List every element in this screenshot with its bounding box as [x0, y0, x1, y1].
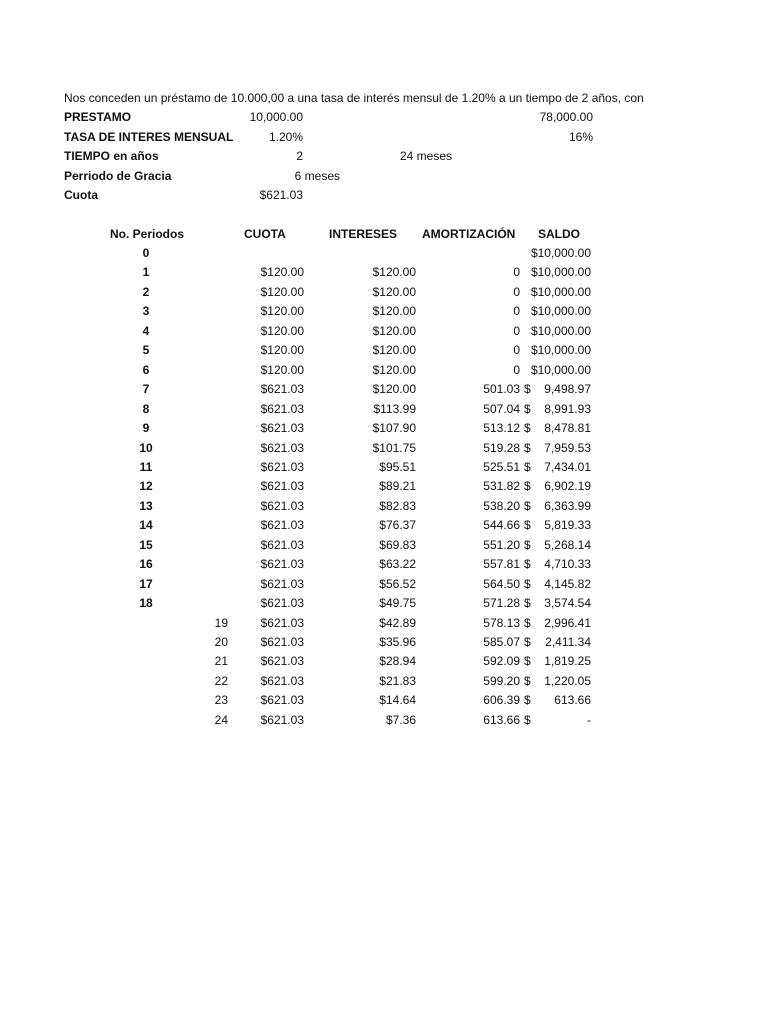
currency-sign-cell: $ [524, 635, 531, 649]
currency-sign-cell: $ [524, 518, 531, 532]
tiempo-value: 2 [296, 149, 303, 163]
cuota-cell: $621.03 [260, 479, 304, 493]
period-cell: 20 [214, 635, 228, 649]
amortizacion-cell: 507.04 [483, 402, 520, 416]
period-cell: 21 [214, 654, 228, 668]
currency-sign-cell: $ [524, 674, 531, 688]
saldo-cell: 8,478.81 [544, 421, 591, 435]
gracia-label: Perriodo de Gracia [64, 169, 172, 183]
saldo-cell: $10,000.00 [530, 285, 591, 299]
interes-cell: $69.83 [379, 538, 416, 552]
currency-sign-cell: $ [524, 441, 531, 455]
interes-cell: $120.00 [372, 363, 416, 377]
period-cell: 15 [139, 538, 153, 552]
tiempo-label: TIEMPO en años [64, 149, 159, 163]
cuota-cell: $621.03 [260, 441, 304, 455]
cuota-cell: $621.03 [260, 577, 304, 591]
col-header-periodos: No. Periodos [110, 227, 185, 241]
amortizacion-cell: 564.50 [483, 577, 520, 591]
cuota-cell: $120.00 [260, 304, 304, 318]
saldo-cell: 613.66 [554, 693, 591, 707]
amortizacion-cell: 513.12 [483, 421, 520, 435]
cuota-cell: $621.03 [260, 654, 304, 668]
currency-sign-cell: $ [524, 713, 531, 727]
saldo-cell: 7,959.53 [544, 441, 591, 455]
period-cell: 6 [142, 363, 150, 377]
amortizacion-cell: 0 [513, 285, 520, 299]
interes-cell: $21.83 [379, 674, 416, 688]
col-header-cuota: CUOTA [244, 227, 286, 241]
amortizacion-cell: 501.03 [483, 382, 520, 396]
interes-cell: $63.22 [379, 557, 416, 571]
cuota-cell: $621.03 [260, 382, 304, 396]
interes-cell: $120.00 [372, 324, 416, 338]
amortizacion-cell: 578.13 [483, 616, 520, 630]
saldo-cell: 3,574.54 [544, 596, 591, 610]
currency-sign-cell: $ [524, 577, 531, 591]
saldo-cell: - [587, 713, 591, 727]
cuota-cell: $621.03 [260, 693, 304, 707]
currency-sign-cell: $ [524, 460, 531, 474]
prestamo-value: 10,000.00 [249, 110, 303, 124]
saldo-cell: 4,710.33 [544, 557, 591, 571]
cuota-cell: $621.03 [260, 421, 304, 435]
interes-cell [320, 245, 416, 261]
amortizacion-cell: 592.09 [483, 654, 520, 668]
interes-cell: $82.83 [379, 499, 416, 513]
saldo-cell: 7,434.01 [544, 460, 591, 474]
currency-sign-cell: $ [524, 499, 531, 513]
saldo-cell: 8,991.93 [544, 402, 591, 416]
cuota-cell: $621.03 [260, 499, 304, 513]
saldo-cell: 6,363.99 [544, 499, 591, 513]
amortizacion-cell: 525.51 [483, 460, 520, 474]
cuota-cell: $621.03 [260, 596, 304, 610]
period-cell: 22 [214, 674, 228, 688]
amortizacion-cell: 0 [513, 324, 520, 338]
currency-sign-cell: $ [524, 402, 531, 416]
cuota-cell: $120.00 [260, 285, 304, 299]
cuota-label: Cuota [64, 188, 98, 202]
period-cell: 2 [142, 285, 150, 299]
period-cell: 10 [139, 441, 153, 455]
interes-cell: $7.36 [385, 713, 416, 727]
cuota-cell: $120.00 [260, 324, 304, 338]
saldo-cell: $10,000.00 [530, 304, 591, 318]
tiempo-meses: 24 meses [400, 149, 453, 163]
cuota-cell [214, 245, 304, 261]
saldo-cell: 2,411.34 [545, 635, 591, 649]
tasa-value: 1.20% [268, 130, 303, 144]
amortizacion-cell: 0 [513, 265, 520, 279]
interes-cell: $113.99 [373, 402, 416, 416]
currency-sign-cell: $ [524, 654, 531, 668]
saldo-cell: $10,000.00 [530, 343, 591, 357]
amortizacion-cell: 557.81 [483, 557, 520, 571]
interes-cell: $49.75 [379, 596, 416, 610]
interes-cell: $120.00 [372, 343, 416, 357]
amortizacion-cell: 613.66 [483, 713, 520, 727]
col-header-amortizacion: AMORTIZACIÓN [422, 227, 516, 241]
period-cell: 16 [139, 557, 153, 571]
currency-sign-cell: $ [524, 596, 531, 610]
period-cell: 5 [142, 343, 150, 357]
saldo-cell: 5,819.33 [544, 518, 591, 532]
amortizacion-cell: 519.28 [483, 441, 520, 455]
col-header-saldo: SALDO [538, 227, 580, 241]
amortizacion-cell: 599.20 [483, 674, 520, 688]
interes-cell: $28.94 [379, 654, 416, 668]
interes-cell: $107.90 [372, 421, 416, 435]
period-cell: 18 [139, 596, 153, 610]
period-cell: 4 [142, 324, 150, 338]
cuota-value: $621.03 [259, 188, 303, 202]
cuota-cell: $621.03 [260, 557, 304, 571]
interes-cell: $42.89 [379, 616, 416, 630]
period-cell: 12 [139, 479, 153, 493]
currency-sign-cell: $ [524, 693, 531, 707]
amortizacion-cell: 551.20 [483, 538, 520, 552]
period-cell: 13 [139, 499, 153, 513]
amortizacion-cell: 585.07 [483, 635, 520, 649]
saldo-cell: 9,498.97 [544, 382, 591, 396]
interes-cell: $120.00 [372, 382, 416, 396]
interes-cell: $76.37 [379, 518, 416, 532]
cuota-cell: $120.00 [260, 363, 304, 377]
period-cell: 7 [142, 382, 150, 396]
saldo-cell: 2,996.41 [544, 616, 591, 630]
interes-cell: $120.00 [372, 304, 416, 318]
cuota-cell: $621.03 [260, 713, 304, 727]
saldo-cell: $10,000.00 [530, 265, 591, 279]
period-cell: 17 [139, 577, 153, 591]
interes-cell: $14.64 [379, 693, 416, 707]
period-cell: 8 [142, 402, 150, 416]
problem-statement: Nos conceden un préstamo de 10.000,00 a una tasa de interés mensul de 1.20% a un tiempo de 2 años, con [64, 91, 644, 105]
saldo-cell: 5,268.14 [544, 538, 591, 552]
interes-cell: $56.52 [379, 577, 416, 591]
interes-cell: $35.96 [379, 635, 416, 649]
amortizacion-cell: 538.20 [483, 499, 520, 513]
cuota-cell: $621.03 [260, 518, 304, 532]
amortizacion-cell: 606.39 [483, 693, 520, 707]
currency-sign-cell: $ [524, 616, 531, 630]
cuota-cell: $621.03 [260, 538, 304, 552]
cuota-cell: $120.00 [260, 265, 304, 279]
prestamo-extra-value: 78,000.00 [539, 110, 593, 124]
interes-cell: $120.00 [372, 285, 416, 299]
period-cell: 14 [139, 518, 153, 532]
currency-sign-cell: $ [524, 421, 531, 435]
cuota-cell: $621.03 [260, 635, 304, 649]
cuota-cell: $621.03 [260, 616, 304, 630]
saldo-cell: $10,000.00 [530, 363, 591, 377]
period-cell: 19 [214, 616, 228, 630]
saldo-cell: 4,145.82 [544, 577, 591, 591]
interes-cell: $95.51 [379, 460, 416, 474]
interes-cell: $120.00 [372, 265, 416, 279]
currency-sign-cell: $ [524, 557, 531, 571]
interes-cell: $101.75 [372, 441, 416, 455]
period-cell: 9 [142, 421, 150, 435]
gracia-value: 6 meses [294, 169, 340, 183]
period-cell: 3 [142, 304, 150, 318]
interes-cell: $89.21 [379, 479, 416, 493]
cuota-cell: $621.03 [260, 460, 304, 474]
currency-sign-cell: $ [524, 479, 531, 493]
tasa-label: TASA DE INTERES MENSUAL [64, 130, 234, 144]
amortizacion-cell: 531.82 [483, 479, 520, 493]
saldo-cell: $10,000.00 [530, 246, 591, 260]
cuota-cell: $621.03 [260, 674, 304, 688]
prestamo-label: PRESTAMO [64, 110, 132, 124]
amortizacion-cell: 0 [513, 304, 520, 318]
currency-sign-cell: $ [524, 538, 531, 552]
saldo-cell: $10,000.00 [530, 324, 591, 338]
period-cell: 1 [142, 265, 150, 279]
saldo-cell: 1,220.05 [544, 674, 591, 688]
amortizacion-cell: 571.28 [483, 596, 520, 610]
tasa-extra-value: 16% [568, 130, 593, 144]
currency-sign-cell: $ [524, 382, 531, 396]
col-header-intereses: INTERESES [329, 227, 398, 241]
amortizacion-cell: 0 [513, 343, 520, 357]
amortizacion-cell: 0 [513, 363, 520, 377]
amortizacion-cell: 544.66 [483, 518, 520, 532]
period-cell: 23 [214, 693, 228, 707]
period-cell: 24 [214, 713, 228, 727]
period-cell: 0 [142, 246, 150, 260]
cuota-cell: $621.03 [260, 402, 304, 416]
cuota-cell: $120.00 [260, 343, 304, 357]
period-cell: 11 [139, 460, 153, 474]
saldo-cell: 6,902.19 [544, 479, 591, 493]
saldo-cell: 1,819.25 [544, 654, 591, 668]
